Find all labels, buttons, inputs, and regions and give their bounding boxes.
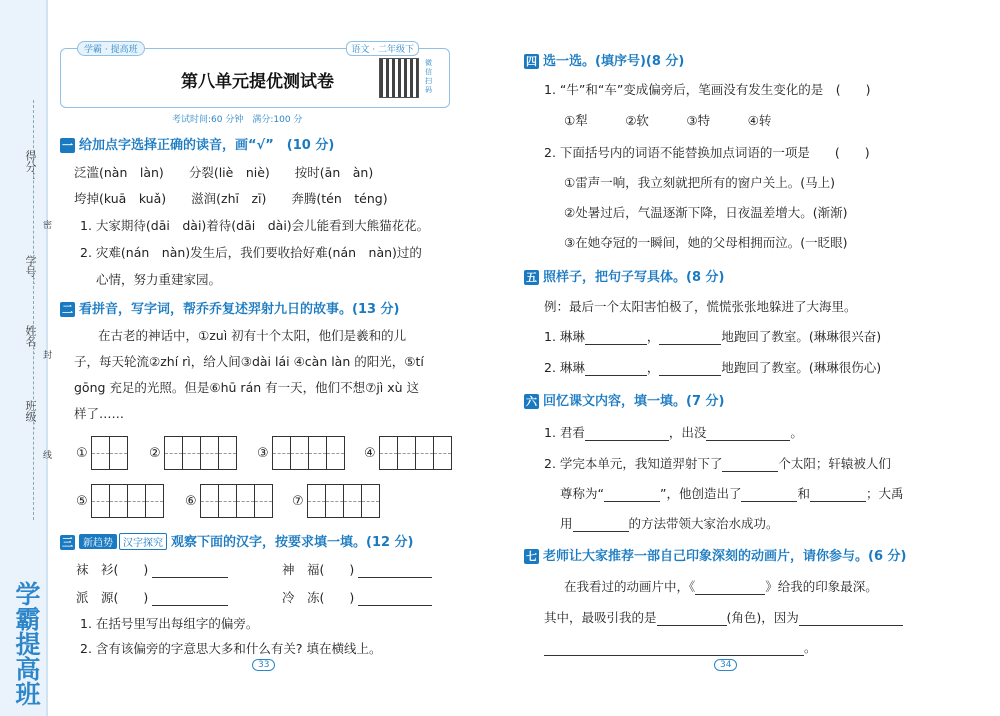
answer-blank[interactable]: [585, 344, 647, 345]
section-number: 七: [526, 550, 537, 563]
section-title: 选一选。(填序号)(8 分): [543, 54, 685, 69]
s3-r1b-text: 神 福( ): [282, 562, 355, 577]
class-label: 班级：: [24, 400, 37, 433]
s3-r1b: [282, 560, 432, 578]
grid-cell[interactable]: [183, 436, 201, 470]
section-title: 老师让大家推荐一部自己印象深刻的动画片，请你参与。(6 分): [543, 549, 907, 564]
s5-q2-lead: 2. 琳琳: [544, 360, 585, 375]
s6-q2-line2: [560, 484, 904, 502]
s7-l2-lead: 其中，最吸引我的是: [544, 610, 657, 625]
answer-blank[interactable]: [544, 655, 804, 656]
s5-q1-tail: 地跑回了教室。(琳琳很兴奋): [721, 329, 882, 344]
grid-cell[interactable]: [110, 436, 128, 470]
section-5-heading: [524, 266, 724, 285]
cut-line: [33, 100, 34, 520]
answer-blank[interactable]: [810, 501, 866, 502]
qr-label: 微信扫码: [425, 59, 432, 94]
s6-q2-line1: [544, 454, 891, 472]
answer-blank[interactable]: [659, 344, 721, 345]
s1-row1: 泛滥(nàn làn) 分裂(liè niè) 按时(ān àn): [74, 165, 374, 180]
answer-blank[interactable]: [585, 440, 669, 441]
s3-r1a: [76, 560, 228, 578]
grid-7[interactable]: [292, 484, 380, 518]
section-2-heading: [60, 298, 400, 317]
s1-q2a: 2. 灾难(nán nàn)发生后，我们要收拾好难(nán nàn)过的: [80, 245, 422, 260]
student-id-label: 学号：: [24, 255, 37, 288]
grid-cell[interactable]: [255, 484, 273, 518]
grid-cell[interactable]: [201, 436, 219, 470]
answer-blank[interactable]: [741, 501, 797, 502]
grid-cell[interactable]: [237, 484, 255, 518]
s2-p3: gōng 充足的光照。但是⑥hū rán 有一天，他们不想⑦jì xù 这: [74, 380, 420, 395]
s4-opt2[interactable]: ②处暑过后，气温逐渐下降，日夜温差增大。(渐渐): [564, 205, 848, 220]
s7-l1-tail: 》给我的印象最深。: [765, 579, 878, 594]
topic-tag: 汉字探究: [119, 533, 167, 550]
s3-r2b-text: 冷 冻( ): [282, 590, 355, 605]
s3-q1: 1. 在括号里写出每组字的偏旁。: [80, 616, 259, 631]
grid-cell[interactable]: [434, 436, 452, 470]
section-title: 看拼音，写字词，帮乔乔复述羿射九日的故事。(13 分): [79, 302, 400, 317]
s7-line2: [544, 608, 903, 626]
s4-q1: 1. “牛”和“车”变成偏旁后，笔画没有发生变化的是 ( ): [544, 82, 871, 97]
section-6-heading: [524, 390, 724, 409]
s6-q2-f: ；大禹: [865, 486, 904, 501]
grid-label: ⑥: [185, 493, 197, 509]
answer-blank[interactable]: [585, 375, 647, 376]
s1-row2: 垮掉(kuā kuǎ) 滋润(zhī zī) 奔腾(tén téng): [74, 191, 388, 206]
grid-cell[interactable]: [219, 484, 237, 518]
s6-q2-h: 的方法带领大家治水成功。: [628, 516, 779, 531]
s5-q2: 2. 琳琳 ， 地跑回了教室。(琳琳很伤心): [544, 360, 882, 375]
grid-1[interactable]: [76, 436, 128, 470]
grid-cell[interactable]: [344, 484, 362, 518]
s2-p1: 在古老的神话中，①zuì 初有十个太阳，他们是羲和的儿: [98, 328, 407, 343]
s6-q2-mid: 个太阳；轩辕被人们: [778, 456, 891, 471]
binding-spine: [0, 0, 51, 716]
s5-example: 例：最后一个太阳害怕极了，慌慌张张地躲进了大海里。: [544, 299, 857, 314]
s5-q1-lead: 1. 琳琳: [544, 329, 585, 344]
grid-4[interactable]: [364, 436, 452, 470]
grid-cell[interactable]: [272, 436, 291, 470]
s3-r1a-text: 袜 衫( ): [76, 562, 149, 577]
section-7-heading: [524, 545, 906, 564]
answer-blank[interactable]: [722, 471, 778, 472]
answer-blank[interactable]: [152, 605, 228, 606]
s7-l2-mid: (角色)，因为: [726, 610, 799, 625]
s4-q1-options[interactable]: ①犁 ②软 ③特 ④转: [564, 113, 772, 128]
s6-q2-lead: 2. 学完本单元，我知道羿射下了: [544, 456, 723, 471]
answer-blank[interactable]: [604, 501, 660, 502]
grid-5[interactable]: [76, 484, 164, 518]
grid-3[interactable]: [257, 436, 345, 470]
grade-tag: 语文 · 二年级下: [346, 41, 419, 56]
grid-label: ⑦: [292, 493, 304, 509]
s4-q2: 2. 下面括号内的词语不能替换加点词语的一项是 ( ): [544, 145, 870, 160]
grid-label: ②: [149, 445, 161, 461]
grid-6[interactable]: [185, 484, 273, 518]
section-1-heading: [60, 134, 334, 153]
section-number: 四: [526, 55, 537, 68]
s7-line1: [564, 577, 878, 595]
s6-q1-mid: ，出没: [668, 425, 707, 440]
answer-blank[interactable]: [573, 531, 629, 532]
s3-r2b: [282, 588, 432, 606]
section-number: 一: [62, 139, 73, 152]
grid-cell[interactable]: [128, 484, 146, 518]
s2-p4: 样了……: [74, 406, 125, 421]
page-title: 第八单元提优测试卷: [181, 72, 334, 92]
s1-q1: 1. 大家期待(dāi dài)着待(dāi dài)会儿能看到大熊猫花花。: [80, 218, 430, 233]
s3-r2a: [76, 588, 228, 606]
grid-cell[interactable]: [309, 436, 327, 470]
s6-q2-d: ”，他创造出了: [659, 486, 742, 501]
grid-cell[interactable]: [307, 484, 326, 518]
grid-cell[interactable]: [91, 436, 110, 470]
s4-opt3[interactable]: ③在她夺冠的一瞬间，她的父母相拥而泣。(一眨眼): [564, 235, 848, 250]
answer-blank[interactable]: [706, 440, 790, 441]
trend-tag: 新趋势: [79, 534, 117, 549]
grid-cell[interactable]: [398, 436, 416, 470]
s2-p2: 子，每天轮流②zhí rì，给人间③dài lái ④càn làn 的阳光，⑤tí: [74, 354, 424, 369]
s6-q1-end: 。: [790, 425, 803, 440]
section-title: 照样子，把句子写具体。(8 分): [543, 270, 725, 285]
section-title: 回忆课文内容，填一填。(7 分): [543, 394, 725, 409]
score-label: 得分：: [24, 150, 37, 183]
page-number: 34: [714, 659, 737, 671]
section-4-heading: [524, 50, 684, 69]
answer-blank[interactable]: [358, 605, 432, 606]
cut-label-close: 封: [41, 350, 51, 359]
section-number: 六: [526, 395, 537, 408]
student-name-label: 姓名：: [24, 325, 37, 358]
grid-cell[interactable]: [327, 436, 345, 470]
section-title: 观察下面的汉字，按要求填一填。(12 分): [171, 535, 414, 550]
s7-line3: [544, 638, 817, 656]
grid-cell[interactable]: [362, 484, 380, 518]
answer-blank[interactable]: [657, 625, 727, 626]
cut-label-seal: 密: [41, 220, 51, 229]
s6-q2-e: 和: [797, 486, 810, 501]
qr-code-icon: [379, 58, 419, 98]
grid-cell[interactable]: [326, 484, 344, 518]
grid-cell[interactable]: [219, 436, 237, 470]
s7-l3-end: 。: [804, 640, 817, 655]
left-page: [52, 0, 472, 716]
page-number: 33: [252, 659, 275, 671]
answer-blank[interactable]: [659, 375, 721, 376]
grid-label: ④: [364, 445, 376, 461]
s6-q2-line3: [560, 514, 779, 532]
grid-label: ①: [76, 445, 88, 461]
answer-blank[interactable]: [695, 594, 765, 595]
s4-opt1[interactable]: ①雷声一响，我立刻就把所有的窗户关上。(马上): [564, 175, 835, 190]
grid-cell[interactable]: [110, 484, 128, 518]
grid-2[interactable]: [149, 436, 237, 470]
s1-q2b: 心情，努力重建家园。: [96, 272, 222, 287]
s6-q2-g: 用: [560, 516, 573, 531]
section-number: 五: [526, 271, 537, 284]
grid-cell[interactable]: [164, 436, 183, 470]
grid-cell[interactable]: [291, 436, 309, 470]
spine-brand-logo: 学霸提高班: [12, 581, 41, 706]
cut-label-line: 线: [41, 450, 51, 459]
grid-cell[interactable]: [146, 484, 164, 518]
section-3-heading: [60, 531, 414, 550]
grid-cell[interactable]: [379, 436, 398, 470]
grid-cell[interactable]: [200, 484, 219, 518]
s6-q1: [544, 423, 803, 441]
answer-blank[interactable]: [358, 577, 432, 578]
section-number: 二: [62, 303, 73, 316]
grid-cell[interactable]: [416, 436, 434, 470]
s5-q2-tail: 地跑回了教室。(琳琳很伤心): [721, 360, 882, 375]
grid-cell[interactable]: [91, 484, 110, 518]
grid-label: ③: [257, 445, 269, 461]
exam-meta: 考试时间:60 分钟 满分:100 分: [172, 115, 303, 125]
grid-label: ⑤: [76, 493, 88, 509]
s6-q1-lead: 1. 君看: [544, 425, 585, 440]
s5-q1: 1. 琳琳 ， 地跑回了教室。(琳琳很兴奋): [544, 329, 882, 344]
s3-r2a-text: 派 源( ): [76, 590, 149, 605]
brand-tag: 学霸 · 提高班: [77, 41, 145, 56]
s6-q2-c: 尊称为“: [560, 486, 604, 501]
test-header: [60, 45, 450, 108]
s3-q2: 2. 含有该偏旁的字意思大多和什么有关? 填在横线上。: [80, 641, 382, 656]
section-number: 三: [62, 536, 73, 549]
section-title: 给加点字选择正确的读音，画“√” (10 分): [79, 138, 335, 153]
right-page: [516, 0, 956, 716]
s7-l1-lead: 在我看过的动画片中，《: [564, 579, 696, 594]
answer-blank[interactable]: [799, 625, 903, 626]
answer-blank[interactable]: [152, 577, 228, 578]
